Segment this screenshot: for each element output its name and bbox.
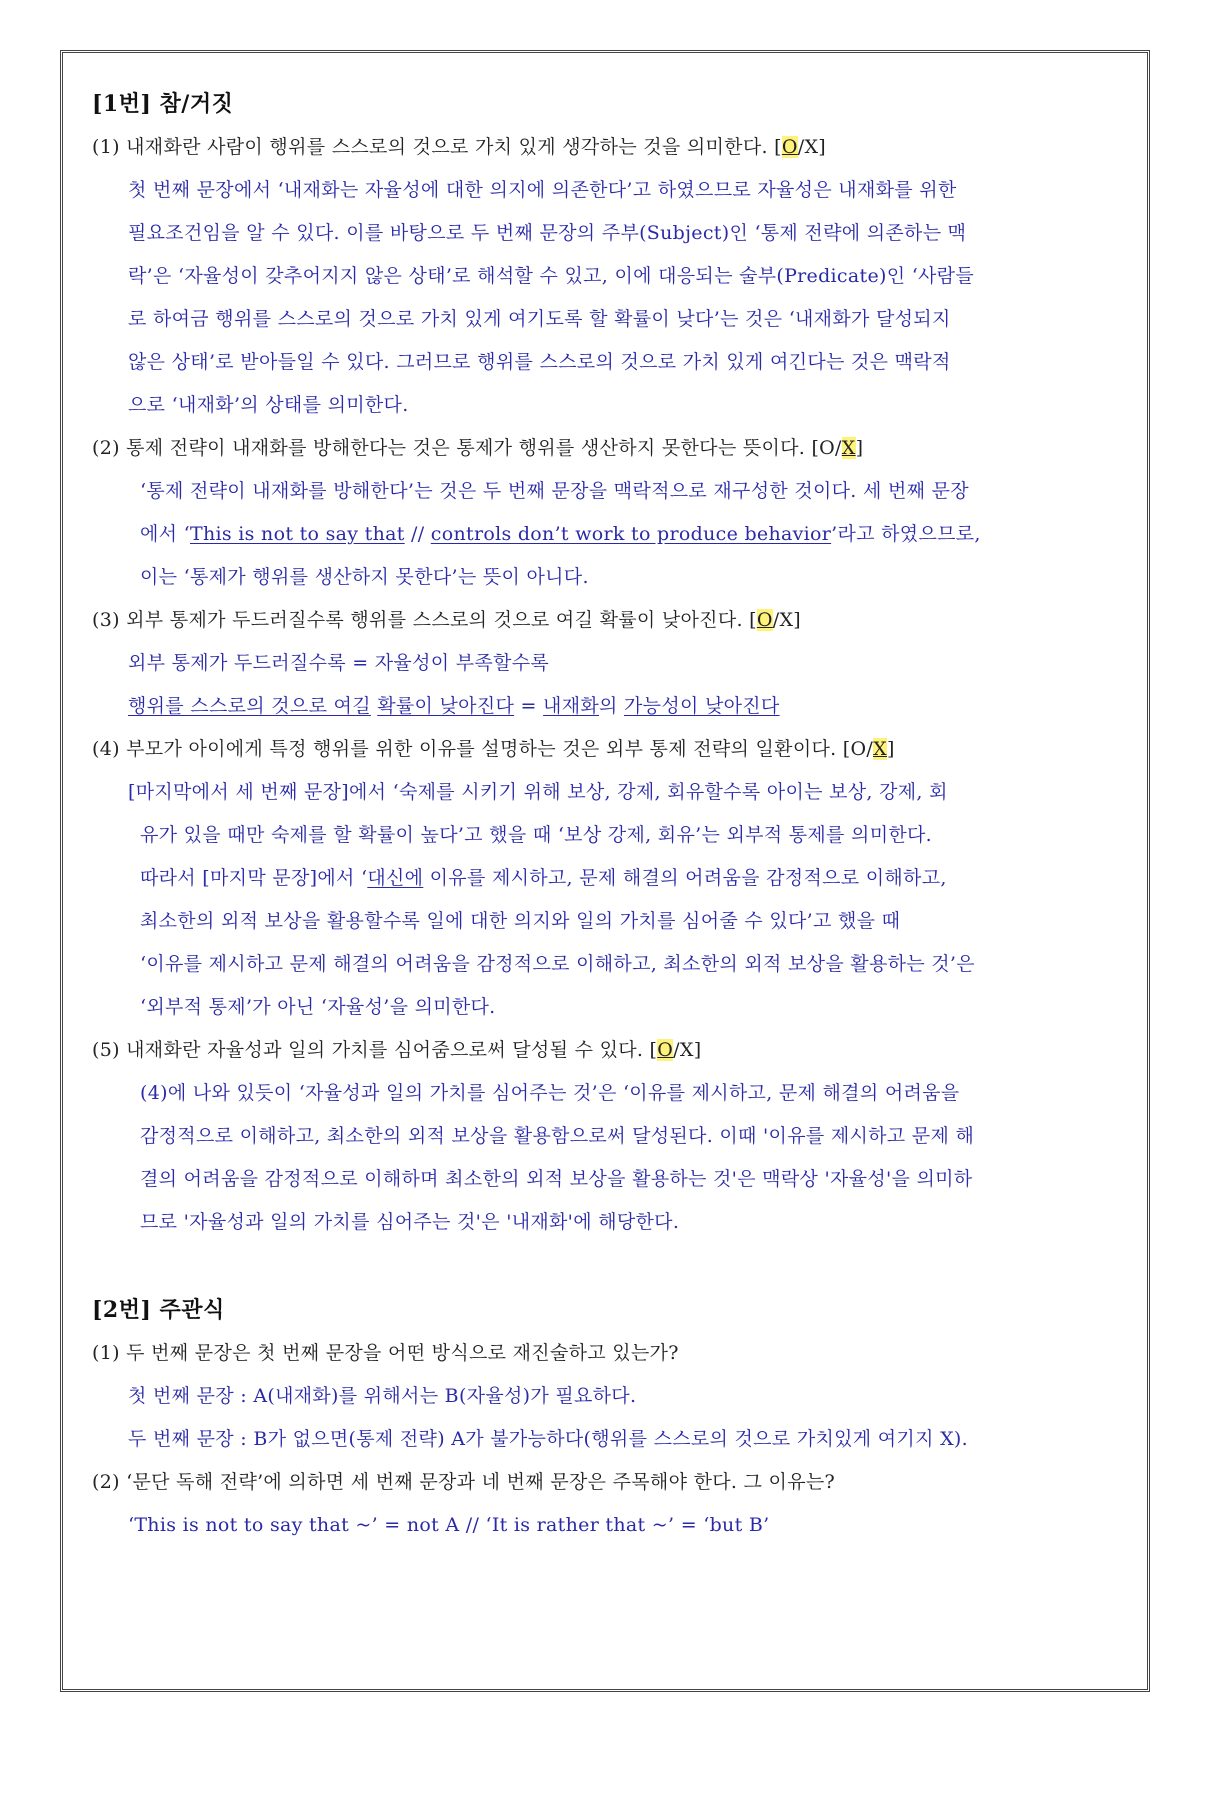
explanation-line: 필요조건임을 알 수 있다. 이를 바탕으로 두 번째 문장의 주부(Subject)인 ‘통제 전략에 의존하는 맥 (128, 222, 967, 244)
explanation-line: 않은 상태’로 받아들일 수 있다. 그러므로 행위를 스스로의 것으로 가치 있게 여긴다는 것은 맥락적 (128, 351, 951, 373)
explanation-line: ‘통제 전략이 내재화를 방해한다’는 것은 두 번째 문장을 맥락적으로 재구성한 것이다. 세 번째 문장 (140, 480, 969, 502)
explanation-line: (4)에 나와 있듯이 ‘자율성과 일의 가치를 심어주는 것’은 ‘이유를 제시하고, 문제 해결의 어려움을 (140, 1082, 960, 1104)
explanation-line: 므로 '자율성과 일의 가치를 심어주는 것'은 '내재화'에 해당한다. (140, 1211, 680, 1233)
explanation-line (92, 513, 1122, 556)
text-segment: = (514, 695, 544, 717)
answer-marker (782, 126, 826, 169)
answer-marker-rest: /X] (772, 609, 802, 631)
question-1-1 (92, 126, 1122, 169)
explanation-line: 이는 ‘통제가 행위를 생산하지 못한다’는 뜻이 아니다. (140, 566, 589, 588)
answer-marker-rest: ] (886, 738, 895, 760)
explanation-line: 유가 있을 때만 숙제를 할 확률이 높다’고 했을 때 ‘보상 강제, 회유’는 외부적 통제를 의미한다. (140, 824, 932, 846)
answer-highlight: X (841, 437, 856, 459)
answer-marker (873, 728, 895, 771)
explanation-line: ‘This is not to say that ~’ = not A // ‘It is rather that ~’ = ‘but B’ (128, 1514, 770, 1536)
question-text: (5) 내재화란 자율성과 일의 가치를 심어줌으로써 달성될 수 있다. [ (92, 1039, 658, 1061)
answer-marker (657, 1029, 701, 1072)
underlined-phrase: This is not to say that (190, 523, 405, 545)
text-segment: 에서 ‘ (140, 523, 190, 545)
explanation-line: 결의 어려움을 감정적으로 이해하며 최소한의 외적 보상을 활용하는 것'은 맥락상 '자율성'을 의미하 (140, 1168, 973, 1190)
question-2-2: (2) ‘문단 독해 전략’에 의하면 세 번째 문장과 네 번째 문장은 주목해야 한다. 그 이유는? (92, 1471, 836, 1493)
explanation-line: 첫 번째 문장 : A(내재화)를 위해서는 B(자율성)가 필요하다. (128, 1385, 637, 1407)
question-text: (1) 내재화란 사람이 행위를 스스로의 것으로 가치 있게 생각하는 것을 의미한다. [ (92, 136, 782, 158)
explanation-line: 외부 통제가 두드러질수록 = 자율성이 부족할수록 (128, 652, 549, 674)
explanation-line (92, 857, 1122, 900)
answer-highlight: X (873, 738, 887, 760)
explanation-line: 첫 번째 문장에서 ‘내재화는 자율성에 대한 의지에 의존한다’고 하였으므로 자율성은 내재화를 위한 (128, 179, 957, 201)
underlined-phrase: controls don’t work to produce behavior (430, 523, 832, 545)
explanation-line: [마지막에서 세 번째 문장]에서 ‘숙제를 시키기 위해 보상, 강제, 회유할수록 아이는 보상, 강제, 회 (128, 781, 948, 803)
explanation-line: 으로 ‘내재화’의 상태를 의미한다. (128, 394, 409, 416)
worksheet-content (92, 82, 1122, 1547)
underlined-phrase: 대신에 (367, 867, 424, 889)
section-2-title: [2번] 주관식 (92, 1297, 225, 1323)
question-1-3 (92, 599, 1122, 642)
explanation-line: ‘이유를 제시하고 문제 해결의 어려움을 감정적으로 이해하고, 최소한의 외적 보상을 활용하는 것’은 (140, 953, 975, 975)
section-1-title: [1번] 참/거짓 (92, 91, 234, 117)
section-gap (92, 1244, 1122, 1288)
explanation-line: ‘외부적 통제’가 아닌 ‘자율성’을 의미한다. (140, 996, 496, 1018)
question-2-1: (1) 두 번째 문장은 첫 번째 문장을 어떤 방식으로 재진술하고 있는가? (92, 1342, 679, 1364)
explanation-line: 락’은 ‘자율성이 갖추어지지 않은 상태’로 해석할 수 있고, 이에 대응되는 술부(Predicate)인 ‘사람들 (128, 265, 974, 287)
answer-marker (757, 599, 801, 642)
answer-marker-rest: ] (855, 437, 864, 459)
explanation-line: 로 하여금 행위를 스스로의 것으로 가치 있게 여기도록 할 확률이 낮다’는 것은 ‘내재화가 달성되지 (128, 308, 951, 330)
text-segment: 따라서 [마지막 문장]에서 ‘ (140, 867, 368, 889)
question-text: (4) 부모가 아이에게 특정 행위를 위한 이유를 설명하는 것은 외부 통제 전략의 일환이다. [O/ (92, 738, 874, 760)
question-1-5 (92, 1029, 1122, 1072)
text-segment: ’라고 하였으므로, (831, 523, 981, 545)
answer-highlight: O (756, 609, 773, 631)
explanation-line: 감정적으로 이해하고, 최소한의 외적 보상을 활용함으로써 달성된다. 이때 '이유를 제시하고 문제 해 (140, 1125, 975, 1147)
answer-marker-rest: /X] (673, 1039, 702, 1061)
answer-marker-rest: /X] (797, 136, 827, 158)
question-text: (2) 통제 전략이 내재화를 방해한다는 것은 통제가 행위를 생산하지 못한다는 뜻이다. [O/ (92, 437, 842, 459)
question-1-4 (92, 728, 1122, 771)
explanation-line: 두 번째 문장 : B가 없으면(통제 전략) A가 불가능하다(행위를 스스로의 것으로 가치있게 여기지 X). (128, 1428, 968, 1450)
answer-marker (842, 427, 864, 470)
question-text: (3) 외부 통제가 두드러질수록 행위를 스스로의 것으로 여길 확률이 낮아진다. [ (92, 609, 757, 631)
text-segment: 이유를 제시하고, 문제 해결의 어려움을 감정적으로 이해하고, (423, 867, 947, 889)
explanation-line (92, 685, 1122, 728)
underlined-phrase: 내재화 (543, 695, 600, 717)
text-segment: 의 (599, 695, 625, 717)
answer-highlight: O (657, 1039, 674, 1061)
text-segment: // (404, 523, 431, 545)
answer-highlight: O (781, 136, 798, 158)
underlined-phrase: 확률이 낮아진다 (377, 695, 515, 717)
question-1-2 (92, 427, 1122, 470)
explanation-line: 최소한의 외적 보상을 활용할수록 일에 대한 의지와 일의 가치를 심어줄 수 있다’고 했을 때 (140, 910, 901, 932)
underlined-phrase: 행위를 스스로의 것으로 여길 (128, 695, 371, 717)
underlined-phrase: 가능성이 낮아진다 (624, 695, 780, 717)
